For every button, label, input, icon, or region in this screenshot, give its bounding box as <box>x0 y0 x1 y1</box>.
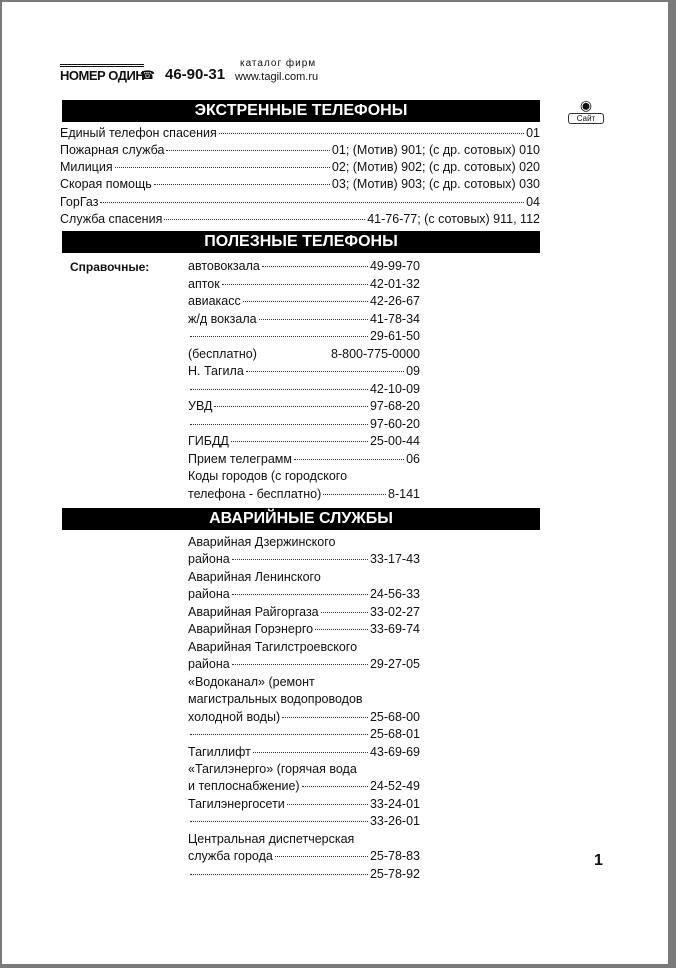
row-value: 25-78-92 <box>369 867 420 881</box>
row-value: 49-99-70 <box>369 259 420 273</box>
useful-row <box>188 434 420 449</box>
page-number: 1 <box>594 852 603 869</box>
row-value: 42-10-09 <box>369 382 420 396</box>
row-value: 25-78-83 <box>369 849 420 863</box>
row-value: 8-800-775-0000 <box>331 347 420 361</box>
row-value: 25-68-00 <box>369 710 420 724</box>
header <box>60 58 520 88</box>
useful-row <box>188 487 420 502</box>
row-name: Н. Тагила <box>188 364 244 378</box>
row-value: 42-01-32 <box>369 277 420 291</box>
useful-row <box>188 259 420 274</box>
accident-row <box>188 605 420 620</box>
row-value: 06 <box>406 452 420 466</box>
useful-row <box>188 277 420 292</box>
logo: НОМЕР ОДИН <box>60 64 144 83</box>
codes-line: Коды городов (с городского <box>188 469 348 483</box>
row-value: 01; (Мотив) 901; (с др. сотовых) 010 <box>331 143 540 157</box>
row-name: Скорая помощь <box>60 177 152 191</box>
row-name: УВД <box>188 399 213 413</box>
useful-row <box>188 294 420 309</box>
row-name: (бесплатно) <box>188 347 257 361</box>
row-name: и теплоснабжение) <box>188 779 300 793</box>
phone-icon: ☎ <box>140 68 155 82</box>
row-value: 03; (Мотив) 903; (с др. сотовых) 030 <box>331 177 540 191</box>
row-value: 33-26-01 <box>369 814 420 828</box>
row-value: 09 <box>406 364 420 378</box>
row-value: 33-69-74 <box>369 622 420 636</box>
row-value: 24-56-33 <box>369 587 420 601</box>
row-value: 24-52-49 <box>369 779 420 793</box>
catalog-label: каталог фирм <box>240 58 317 69</box>
eye-icon: ◉ <box>579 97 593 113</box>
row-value: 02; (Мотив) 902; (с др. сотовых) 020 <box>331 160 540 174</box>
emergency-row <box>60 160 540 175</box>
row-name: апток <box>188 277 220 291</box>
accident-row <box>188 867 420 882</box>
accident-row <box>188 797 420 812</box>
row-value: 43-69-69 <box>369 745 420 759</box>
accident-line: Центральная диспетчерская <box>188 832 355 846</box>
row-value: 97-68-20 <box>369 399 420 413</box>
accident-line: Аварийная Тагилстроевского <box>188 640 358 654</box>
useful-row <box>188 347 420 362</box>
row-value: 97-60-20 <box>369 417 420 431</box>
row-value: 04 <box>526 195 540 209</box>
useful-row <box>188 452 420 467</box>
emergency-row <box>60 177 540 192</box>
row-value: 25-00-44 <box>369 434 420 448</box>
row-value: 33-17-43 <box>369 552 420 566</box>
useful-row <box>188 382 420 397</box>
accident-row <box>188 814 420 829</box>
row-name: авиакасс <box>188 294 241 308</box>
accident-row <box>188 657 420 672</box>
row-name: телефона - бесплатно) <box>188 487 322 501</box>
header-phone: 46-90-31 <box>165 66 226 83</box>
accident-row <box>188 552 420 567</box>
row-name: Пожарная служба <box>60 143 165 157</box>
row-name: Служба спасения <box>60 212 163 226</box>
row-name: ж/д вокзала <box>188 312 257 326</box>
row-value: 29-61-50 <box>369 329 420 343</box>
badge-label: Сайт <box>568 113 604 124</box>
accident-row <box>188 745 420 760</box>
row-value: 41-76-77; (с сотовых) 911, 112 <box>367 212 540 226</box>
row-name: холодной воды) <box>188 710 281 724</box>
row-name: Тагилэнергосети <box>188 797 285 811</box>
row-name: Единый телефон спасения <box>60 126 217 140</box>
row-name: служба города <box>188 849 273 863</box>
row-value: 25-68-01 <box>369 727 420 741</box>
accident-row <box>188 587 420 602</box>
row-value: 33-02-27 <box>369 605 420 619</box>
accident-row <box>188 779 420 794</box>
useful-row <box>188 399 420 414</box>
accident-row <box>188 849 420 864</box>
reference-label: Справочные: <box>70 260 150 274</box>
row-value: 8-141 <box>388 487 420 501</box>
row-name: ГИБДД <box>188 434 229 448</box>
row-name: автовокзала <box>188 259 260 273</box>
row-name: Аварийная Райгоргаза <box>188 605 319 619</box>
useful-row <box>188 364 420 379</box>
accident-line: «Тагилэнерго» (горячая вода <box>188 762 357 776</box>
row-name: района <box>188 552 230 566</box>
row-value: 01 <box>526 126 540 140</box>
emergency-title: ЭКСТРЕННЫЕ ТЕЛЕФОНЫ <box>62 100 540 122</box>
row-name: района <box>188 657 230 671</box>
page <box>2 2 668 964</box>
row-name: Аварийная Горэнерго <box>188 622 314 636</box>
emergency-row <box>60 126 540 141</box>
row-value: 29-27-05 <box>369 657 420 671</box>
row-value: 41-78-34 <box>369 312 420 326</box>
emergency-row <box>60 195 540 210</box>
useful-title: ПОЛЕЗНЫЕ ТЕЛЕФОНЫ <box>62 231 540 253</box>
row-name: ГорГаз <box>60 195 99 209</box>
row-name: Милиция <box>60 160 113 174</box>
emergency-row <box>60 212 540 227</box>
row-name: Тагиллифт <box>188 745 251 759</box>
emergency-row <box>60 143 540 158</box>
accident-line: Аварийная Дзержинского <box>188 535 336 549</box>
accident-row <box>188 710 420 725</box>
row-value: 42-26-67 <box>369 294 420 308</box>
accident-line: магистральных водопроводов <box>188 692 363 706</box>
site-badge <box>568 98 604 132</box>
useful-row <box>188 329 420 344</box>
accident-line: Аварийная Ленинского <box>188 570 321 584</box>
accident-title: АВАРИЙНЫЕ СЛУЖБЫ <box>62 508 540 530</box>
row-name: района <box>188 587 230 601</box>
useful-row <box>188 312 420 327</box>
site-link[interactable]: www.tagil.com.ru <box>235 71 319 83</box>
accident-line: «Водоканал» (ремонт <box>188 675 315 689</box>
useful-row <box>188 417 420 432</box>
accident-row <box>188 727 420 742</box>
accident-row <box>188 622 420 637</box>
row-name: Прием телеграмм <box>188 452 292 466</box>
row-value: 33-24-01 <box>369 797 420 811</box>
